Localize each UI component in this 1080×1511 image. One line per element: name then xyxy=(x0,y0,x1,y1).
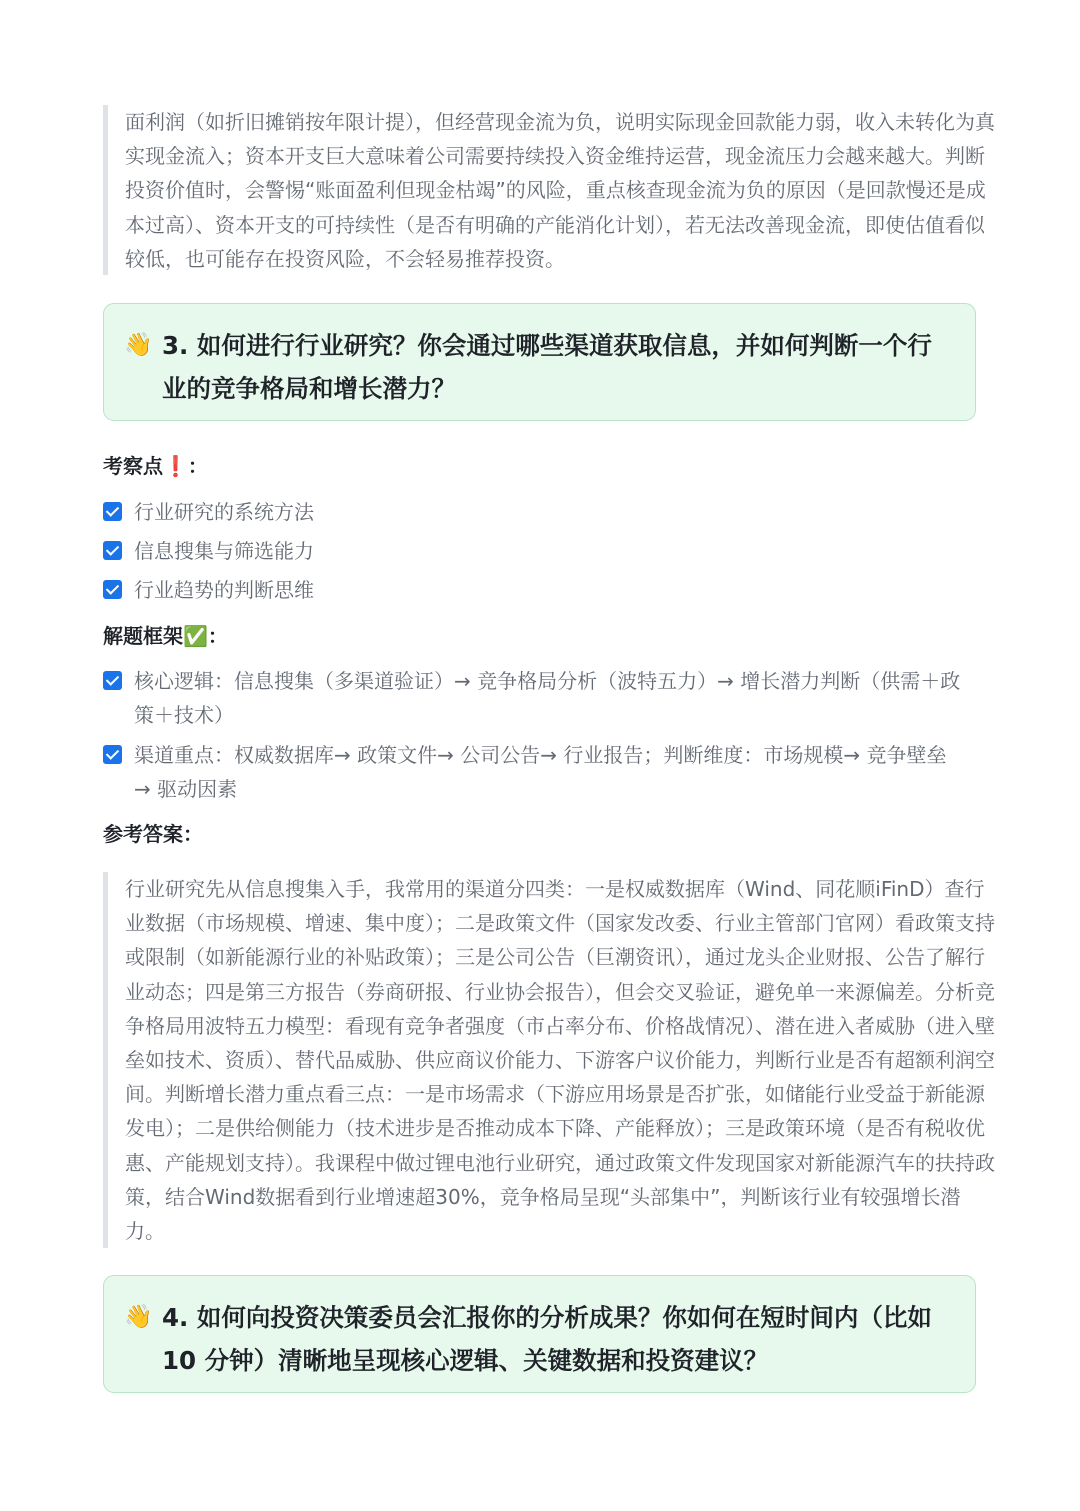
answer-quote xyxy=(103,872,1000,1248)
answer-text: 行业研究先从信息搜集入手，我常用的渠道分四类：一是权威数据库（Wind、同花顺iFinD）查行业数据（市场规模、增速、集中度）；二是政策文件（国家发改委、行业主管部门官网）看政策支持或限制（如新能源行业的补贴政策）；三是公司公告（巨潮资讯），通过龙头企业财报、公告了解行业动态；四是第三方报告（券商研报、行业协会报告），但会交叉验证，避免单一来源偏差。分析竞争格局用波特五力模型：看现有竞争者强度（市占率分布、价格战情况）、潜在进入者威胁（进入壁垒如技术、资质）、替代品威胁、供应商议价能力、下游客户议价能力，判断行业是否有超额利润空间。判断增长潜力重点看三点：一是市场需求（下游应用场景是否扩张，如储能行业受益于新能源发电）；二是供给侧能力（技术进步是否推动成本下降、产能释放）；三是政策环境（是否有税收优惠、产能规划支持）。我课程中做过锂电池行业研究，通过政策文件发现国家对新能源汽车的扶持政策，结合Wind数据看到行业增速超30%，竞争格局呈现“头部集中”，判断该行业有较强增长潜力。 xyxy=(125,877,995,1244)
checkbox-checked-icon[interactable] xyxy=(103,745,122,764)
key-point-item: 信息搜集与筛选能力 xyxy=(103,534,963,568)
previous-answer-quote xyxy=(103,105,1000,275)
checkbox-checked-icon[interactable] xyxy=(103,541,122,560)
checkbox-checked-icon[interactable] xyxy=(103,502,122,521)
checkbox-checked-icon[interactable] xyxy=(103,671,122,690)
answer-label: 参考答案： xyxy=(103,822,203,846)
key-points-label: 考察点❗： xyxy=(103,454,208,478)
framework-item: 核心逻辑：信息搜集（多渠道验证）→ 竞争格局分析（波特五力）→ 增长潜力判断（供需＋政策＋技术） xyxy=(103,664,963,732)
question-3-card xyxy=(103,303,976,421)
question-3-title: 3. 如何进行行业研究？你会通过哪些渠道获取信息，并如何判断一个行业的竞争格局和增长潜力？ xyxy=(162,331,932,403)
exclamation-icon: ❗ xyxy=(163,454,188,478)
key-point-item: 行业趋势的判断思维 xyxy=(103,573,963,607)
framework-label: 解题框架✅： xyxy=(103,624,228,648)
waving-hand-icon: 👋 xyxy=(124,332,153,358)
check-mark-icon: ✅ xyxy=(183,624,208,648)
checkbox-checked-icon[interactable] xyxy=(103,580,122,599)
waving-hand-icon: 👋 xyxy=(124,1304,153,1330)
key-point-item: 行业研究的系统方法 xyxy=(103,495,963,529)
question-4-title: 4. 如何向投资决策委员会汇报你的分析成果？你如何在短时间内（比如 10 分钟）清晰地呈现核心逻辑、关键数据和投资建议？ xyxy=(162,1303,932,1375)
question-4-card xyxy=(103,1275,976,1393)
previous-answer-text: 面利润（如折旧摊销按年限计提），但经营现金流为负，说明实际现金回款能力弱，收入未转化为真实现金流入；资本开支巨大意味着公司需要持续投入资金维持运营，现金流压力会越来越大。判断投资价值时，会警惕“账面盈利但现金枯竭”的风险，重点核查现金流为负的原因（是回款慢还是成本过高）、资本开支的可持续性（是否有明确的产能消化计划），若无法改善现金流，即使估值看似较低，也可能存在投资风险，不会轻易推荐投资。 xyxy=(125,110,995,271)
framework-item: 渠道重点：权威数据库→ 政策文件→ 公司公告→ 行业报告；判断维度：市场规模→ 竞争壁垒→ 驱动因素 xyxy=(103,738,963,806)
